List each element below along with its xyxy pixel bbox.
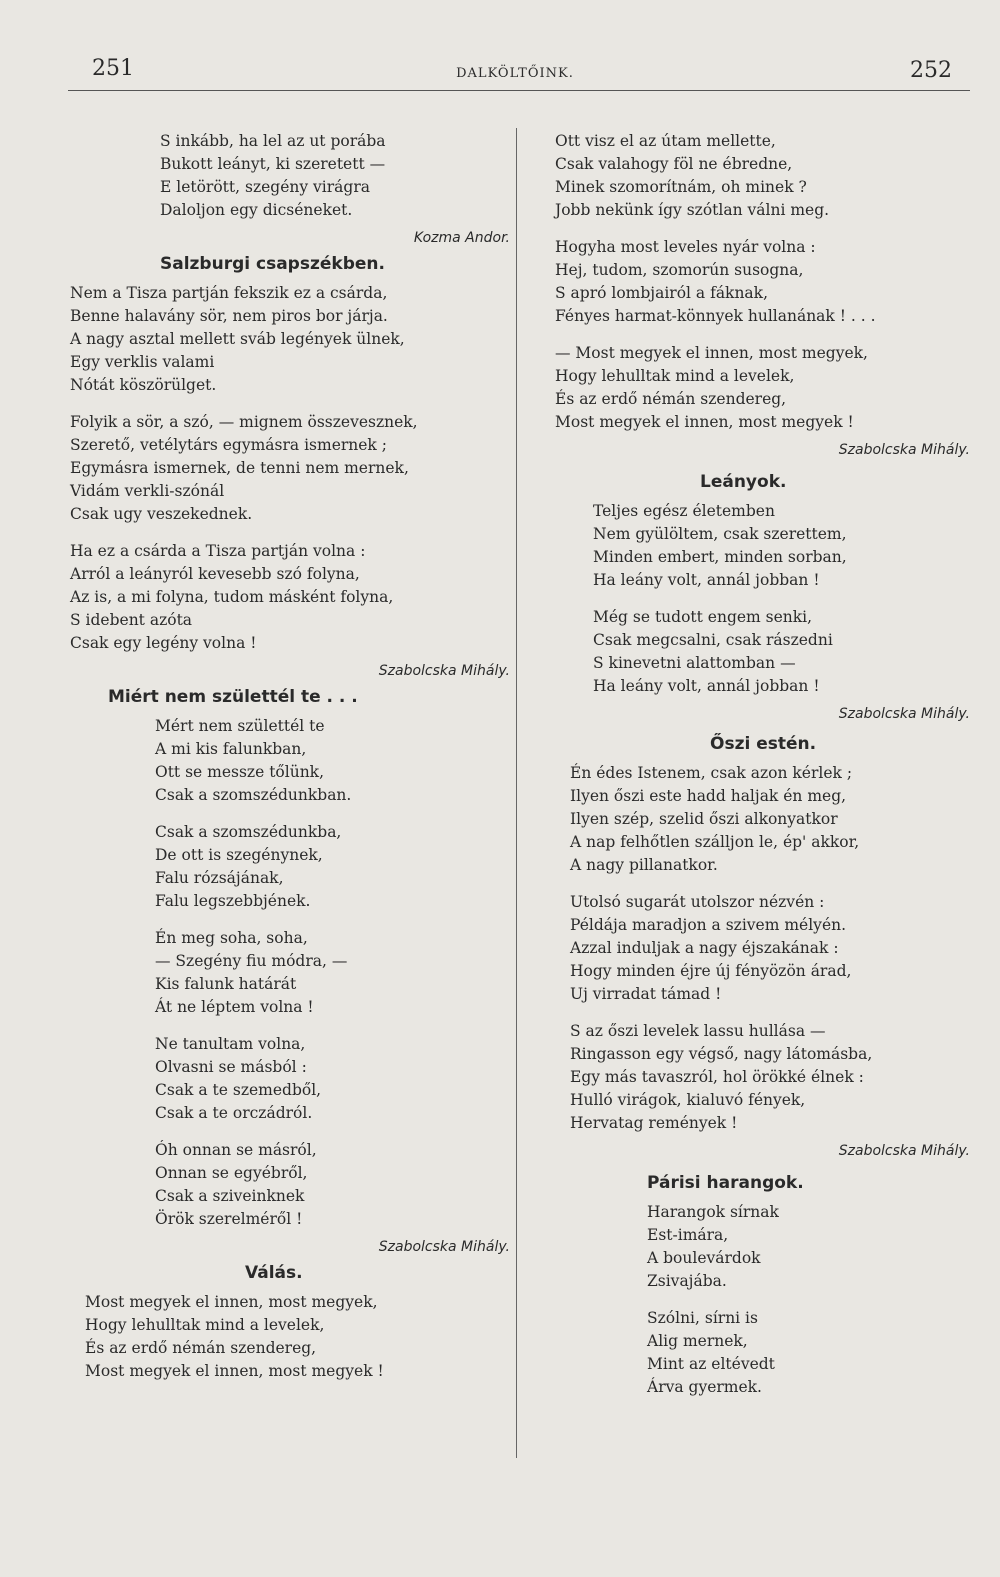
verse-line: Ha leány volt, annál jobban ! — [593, 677, 820, 695]
verse-line: Példája maradjon a szivem mélyén. — [570, 916, 847, 934]
verse-line: Én meg soha, soha, — [155, 929, 308, 947]
verse-line: Vidám verkli-szónál — [70, 482, 225, 500]
signature: Szabolcska Mihály. — [838, 442, 970, 458]
verse-line: Egymásra ismernek, de tenni nem mernek, — [70, 459, 409, 477]
stanza — [70, 282, 510, 397]
verse-line: A nagy asztal mellett sváb legények ülnek, — [70, 330, 405, 348]
verse-line: Ilyen őszi este hadd haljak én meg, — [570, 787, 847, 805]
signature: Szabolcska Mihály. — [378, 663, 510, 679]
running-title: DALKÖLTŐINK. — [456, 66, 574, 81]
stanza — [555, 342, 970, 434]
stanza — [70, 1139, 510, 1231]
verse-line: És az erdő némán szendereg, — [85, 1339, 317, 1357]
verse-line: Hogy lehulltak mind a levelek, — [555, 367, 795, 385]
intro-stanza — [70, 130, 510, 222]
verse-line: Csak megcsalni, csak rászedni — [593, 631, 833, 649]
verse-line: Csak a te szemedből, — [155, 1081, 322, 1099]
verse-line: Csak a szomszédunkba, — [155, 823, 342, 841]
column-divider — [516, 128, 517, 1458]
verse-line: Csak a szomszédunkban. — [155, 786, 352, 804]
right-column — [555, 130, 970, 1413]
verse-line: Most megyek el innen, most megyek, — [85, 1293, 378, 1311]
stanza — [555, 130, 970, 222]
verse-line: A mi kis falunkban, — [155, 740, 307, 758]
verse-line: Árva gyermek. — [647, 1378, 762, 1396]
stanza — [70, 715, 510, 807]
stanza — [555, 500, 970, 592]
verse-line: S apró lombjairól a fáknak, — [555, 284, 768, 302]
stanza — [555, 762, 970, 877]
verse-line: Hej, tudom, szomorún susogna, — [555, 261, 804, 279]
signature: Kozma Andor. — [413, 230, 510, 246]
page-number-right: 252 — [910, 58, 952, 83]
left-column — [70, 130, 510, 1397]
verse-line: S inkább, ha lel az ut porába — [160, 132, 386, 150]
verse-line: Ha leány volt, annál jobban ! — [593, 571, 820, 589]
verse-line: — Most megyek el innen, most megyek, — [555, 344, 868, 362]
verse-line: Ilyen szép, szelid őszi alkonyatkor — [570, 810, 838, 828]
verse-line: Nótát köszörülget. — [70, 376, 217, 394]
poem-title: Válás. — [245, 1263, 303, 1283]
poem-title: Párisi harangok. — [647, 1173, 804, 1193]
verse-line: Óh onnan se másról, — [155, 1141, 317, 1159]
verse-line: S kinevetni alattomban — — [593, 654, 796, 672]
poem-title: Miért nem születtél te . . . — [108, 687, 358, 707]
verse-line: E letörött, szegény virágra — [160, 178, 370, 196]
verse-line: Falu rózsájának, — [155, 869, 284, 887]
verse-line: Nem gyülöltem, csak szerettem, — [593, 525, 847, 543]
verse-line: Csak a sziveinknek — [155, 1187, 305, 1205]
verse-line: Csak a te orczádról. — [155, 1104, 313, 1122]
verse-line: Folyik a sör, a szó, — mignem összevesznek, — [70, 413, 418, 431]
verse-line: Ha ez a csárda a Tisza partján volna : — [70, 542, 366, 560]
verse-line: A nagy pillanatkor. — [570, 856, 718, 874]
verse-line: Most megyek el innen, most megyek ! — [85, 1362, 384, 1380]
verse-line: Mért nem születtél te — [155, 717, 325, 735]
header-rule — [68, 90, 970, 91]
verse-line: Falu legszebbjének. — [155, 892, 311, 910]
verse-line: Alig mernek, — [647, 1332, 748, 1350]
page-number-left: 251 — [92, 56, 134, 81]
verse-line: Arról a leányról kevesebb szó folyna, — [70, 565, 360, 583]
verse-line: De ott is szegénynek, — [155, 846, 323, 864]
verse-line: Most megyek el innen, most megyek ! — [555, 413, 854, 431]
verse-line: Egy más tavaszról, hol örökké élnek : — [570, 1068, 864, 1086]
signature: Szabolcska Mihály. — [838, 706, 970, 722]
stanza — [555, 606, 970, 698]
verse-line: Egy verklis valami — [70, 353, 215, 371]
verse-line: Zsivajába. — [647, 1272, 727, 1290]
stanza — [70, 1291, 510, 1383]
verse-line: Fényes harmat-könnyek hullanának ! . . . — [555, 307, 876, 325]
verse-line: Nem a Tisza partján fekszik ez a csárda, — [70, 284, 388, 302]
verse-line: Olvasni se másból : — [155, 1058, 307, 1076]
stanza — [70, 411, 510, 526]
verse-line: Hogyha most leveles nyár volna : — [555, 238, 816, 256]
verse-line: Hervatag remények ! — [570, 1114, 738, 1132]
stanza — [70, 821, 510, 913]
poem-title: Salzburgi csapszékben. — [160, 254, 385, 274]
poem-title: Őszi estén. — [710, 734, 817, 754]
stanza — [555, 1201, 970, 1293]
verse-line: Onnan se egyébről, — [155, 1164, 308, 1182]
verse-line: Csak egy legény volna ! — [70, 634, 257, 652]
stanza — [555, 1307, 970, 1399]
verse-line: Uj virradat támad ! — [570, 985, 722, 1003]
verse-line: Hogy minden éjre új fényözön árad, — [570, 962, 852, 980]
verse-line: Harangok sírnak — [647, 1203, 779, 1221]
verse-line: Benne halavány sör, nem piros bor járja. — [70, 307, 388, 325]
verse-line: Ringasson egy végső, nagy látomásba, — [570, 1045, 873, 1063]
verse-line: S idebent azóta — [70, 611, 193, 629]
verse-line: Minden embert, minden sorban, — [593, 548, 847, 566]
verse-line: Kis falunk határát — [155, 975, 297, 993]
page-header — [70, 52, 960, 92]
verse-line: Est-imára, — [647, 1226, 729, 1244]
verse-line: Minek szomorítnám, oh minek ? — [555, 178, 807, 196]
verse-line: Át ne léptem volna ! — [155, 998, 314, 1016]
verse-line: Mint az eltévedt — [647, 1355, 775, 1373]
signature: Szabolcska Mihály. — [378, 1239, 510, 1255]
verse-line: Jobb nekünk így szótlan válni meg. — [555, 201, 830, 219]
signature: Szabolcska Mihály. — [838, 1143, 970, 1159]
verse-line: Szerető, vetélytárs egymásra ismernek ; — [70, 436, 387, 454]
verse-line: És az erdő némán szendereg, — [555, 390, 787, 408]
stanza — [555, 891, 970, 1006]
verse-line: Ott visz el az útam mellette, — [555, 132, 776, 150]
stanza — [70, 540, 510, 655]
stanza — [555, 1020, 970, 1135]
poem-title: Leányok. — [700, 472, 787, 492]
stanza — [555, 236, 970, 328]
verse-line: Még se tudott engem senki, — [593, 608, 813, 626]
verse-line: Daloljon egy dicséneket. — [160, 201, 353, 219]
stanza — [70, 927, 510, 1019]
verse-line: Ott se messze tőlünk, — [155, 763, 324, 781]
verse-line: Hulló virágok, kialuvó fények, — [570, 1091, 806, 1109]
verse-line: Csak valahogy föl ne ébredne, — [555, 155, 793, 173]
verse-line: S az őszi levelek lassu hullása — — [570, 1022, 826, 1040]
verse-line: Örök szerelméről ! — [155, 1210, 303, 1228]
verse-line: Teljes egész életemben — [593, 502, 775, 520]
verse-line: Az is, a mi folyna, tudom másként folyna, — [70, 588, 394, 606]
verse-line: Szólni, sírni is — [647, 1309, 758, 1327]
verse-line: A boulevárdok — [647, 1249, 761, 1267]
verse-line: Ne tanultam volna, — [155, 1035, 306, 1053]
verse-line: Bukott leányt, ki szeretett — — [160, 155, 386, 173]
verse-line: Csak ugy veszekednek. — [70, 505, 253, 523]
verse-line: Hogy lehulltak mind a levelek, — [85, 1316, 325, 1334]
verse-line: Utolsó sugarát utolszor nézvén : — [570, 893, 825, 911]
verse-line: Én édes Istenem, csak azon kérlek ; — [570, 764, 853, 782]
verse-line: A nap felhőtlen szálljon le, ép' akkor, — [570, 833, 860, 851]
verse-line: — Szegény fiu módra, — — [155, 952, 348, 970]
stanza — [70, 1033, 510, 1125]
verse-line: Azzal induljak a nagy éjszakának : — [570, 939, 839, 957]
